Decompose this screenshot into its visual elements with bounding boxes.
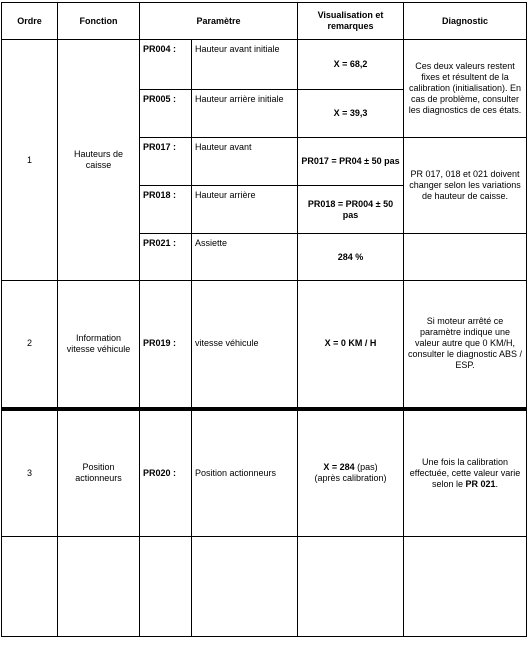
header-visualisation: Visualisation et remarques: [298, 3, 404, 40]
ordre-cell: 3: [2, 409, 58, 537]
fonction-cell: Information vitesse véhicule: [58, 281, 140, 409]
diagnostic-cell: Si moteur arrêté ce paramètre indique une valeur autre que 0 KM/H, consulter le diagnostic ABS / ESP.: [404, 281, 527, 409]
empty-cell: [2, 537, 58, 637]
param-value: X = 68,2: [298, 40, 404, 90]
diagnostic-cell: [404, 409, 527, 537]
param-code: PR005 :: [140, 90, 192, 138]
param-value: X = 39,3: [298, 90, 404, 138]
diagnostic-cell: Ces deux valeurs restent fixes et résultent de la calibration (initialisation). En cas de problème, consulter les diagnostics de ces états.: [404, 40, 527, 138]
table-row: [2, 409, 527, 537]
param-value: PR018 = PR004 ± 50 pas: [298, 186, 404, 234]
param-code: PR004 :: [140, 40, 192, 90]
header-parametre: Paramètre: [140, 3, 298, 40]
param-label: Hauteur avant initiale: [192, 40, 298, 90]
empty-cell: [298, 537, 404, 637]
param-value: X = 0 KM / H: [298, 281, 404, 409]
fonction-cell: Position actionneurs: [58, 409, 140, 537]
param-value-bold: X = 284: [323, 462, 355, 473]
empty-cell: [140, 537, 192, 637]
param-value-unit: (pas): [354, 462, 378, 473]
header-diagnostic: Diagnostic: [404, 3, 527, 40]
param-label: vitesse véhicule: [192, 281, 298, 409]
diagnostic-text: Une fois la calibration effectuée, cette valeur varie selon le: [409, 456, 521, 489]
header-fonction: Fonction: [58, 3, 140, 40]
param-code: PR020 :: [140, 409, 192, 537]
param-value: 284 %: [298, 234, 404, 281]
param-label: Hauteur arrière initiale: [192, 90, 298, 138]
param-value-note: (après calibration): [314, 473, 387, 484]
empty-cell: [404, 537, 527, 637]
param-code: PR018 :: [140, 186, 192, 234]
table-row-empty: [2, 537, 527, 637]
param-value: [298, 409, 404, 537]
diagnostic-cell: PR 017, 018 et 021 doivent changer selon les variations de hauteur de caisse.: [404, 138, 527, 234]
ordre-cell: 2: [2, 281, 58, 409]
param-code: PR021 :: [140, 234, 192, 281]
param-code: PR019 :: [140, 281, 192, 409]
table-row: [2, 281, 527, 409]
param-label: Hauteur arrière: [192, 186, 298, 234]
diagnostic-ref: PR 021: [465, 478, 496, 489]
empty-cell: [192, 537, 298, 637]
diagnostic-table: [1, 2, 527, 637]
param-label: Hauteur avant: [192, 138, 298, 186]
param-value: PR017 = PR04 ± 50 pas: [298, 138, 404, 186]
param-label: Assiette: [192, 234, 298, 281]
param-code: PR017 :: [140, 138, 192, 186]
fonction-cell: Hauteurs de caisse: [58, 40, 140, 281]
empty-cell: [58, 537, 140, 637]
header-ordre: Ordre: [2, 3, 58, 40]
diagnostic-cell: [404, 234, 527, 281]
diagnostic-end: .: [495, 478, 499, 489]
ordre-cell: 1: [2, 40, 58, 281]
header-row: [2, 3, 527, 40]
table-row: [2, 40, 527, 90]
param-label: Position actionneurs: [192, 409, 298, 537]
